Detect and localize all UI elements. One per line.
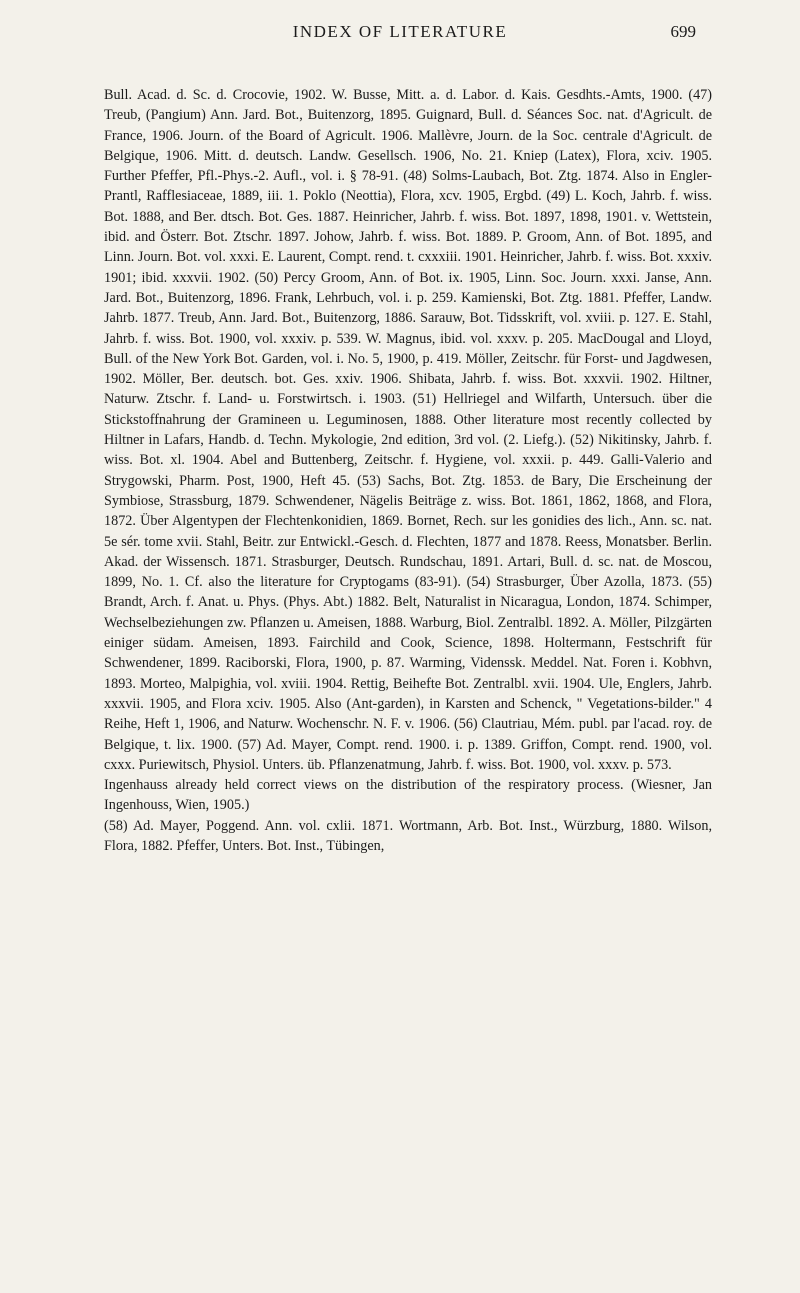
page-number: 699: [670, 22, 696, 41]
paragraph-ingenhauss-note: Ingenhauss already held correct views on the distribution of the respiratory process. (Wiesner, Jan Ingenhouss, Wien, 1905.): [104, 777, 712, 814]
paragraph-references-47-57: Bull. Acad. d. Sc. d. Crocovie, 1902. W. Busse, Mitt. a. d. Labor. d. Kais. Gesdhts.-Amts, 1900. (47) Treub, (Pangium) Ann. Jard. Bot., Buitenzorg, 1895. Guignard, Bull. d. Séances Soc. nat. d'Agricult. de France, 1906. Journ. of the Board of Agricult. 1906. Mallèvre, Journ. de la Soc. centrale d'Agricult. de Belgique, 1906. Mitt. d. deutsch. Landw. Gesellsch. 1906, No. 21. Kniep (Latex), Flora, xciv. 1905. Further Pfeffer, Pfl.-Phys.-2. Aufl., vol. i. § 78-91. (48) Solms-Laubach, Bot. Ztg. 1874. Also in Engler-Prantl, Rafflesiaceae, 1889, iii. 1. Poklo (Neottia), Flora, xcv. 1905, Ergbd. (49) L. Koch, Jahrb. f. wiss. Bot. 1888, and Ber. dtsch. Bot. Ges. 1887. Heinricher, Jahrb. f. wiss. Bot. 1897, 1898, 1901. v. Wettstein, ibid. and Österr. Bot. Ztschr. 1897. Johow, Jahrb. f. wiss. Bot. 1889. P. Groom, Ann. of Bot. 1895, and Linn. Journ. Bot. vol. xxxi. E. Laurent, Compt. rend. t. cxxxiii. 1901. Heinricher, Jahrb. f. wiss. Bot. xxxiv. 1901; ibid. xxxvii. 1902. (50) Percy Groom, Ann. of Bot. ix. 1905, Linn. Soc. Journ. xxxi. Janse, Ann. Jard. Bot., Buitenzorg, 1896. Frank, Lehrbuch, vol. i. p. 259. Kamienski, Bot. Ztg. 1881. Pfeffer, Landw. Jahrb. 1877. Treub, Ann. Jard. Bot., Buitenzorg, 1886. Sarauw, Bot. Tidsskrift, vol. xviii. p. 127. E. Stahl, Jahrb. f. wiss. Bot. 1900, vol. xxxiv. p. 539. W. Magnus, ibid. vol. xxxv. p. 205. MacDougal and Lloyd, Bull. of the New York Bot. Garden, vol. i. No. 5, 1900, p. 419. Möller, Zeitschr. für Forst- und Jagdwesen, 1902. Möller, Ber. deutsch. bot. Ges. xxiv. 1906. Shibata, Jahrb. f. wiss. Bot. xxxvii. 1902. Hiltner, Naturw. Ztschr. f. Land- u. Forstwirtsch. i. 1903. (51) Hellriegel and Wilfarth, Untersuch. über die Stickstoffnahrung der Gramineen u. Leguminosen, 1888. Other literature most recently collected by Hiltner in Lafars, Handb. d. Techn. Mykologie, 2nd edition, 3rd vol. (2. Liefg.). (52) Nikitinsky, Jahrb. f. wiss. Bot. xl. 1904. Abel and Buttenberg, Zeitschr. f. Hygiene, vol. xxxii. p. 449. Galli-Valerio and Strygowski, Pharm. Post, 1900, Heft 45. (53) Sachs, Bot. Ztg. 1853. de Bary, Die Erscheinung der Symbiose, Strassburg, 1879. Schwendener, Nägelis Beiträge z. wiss. Bot. 1861, 1862, 1868, and Flora, 1872. Über Algentypen der Flechtenkonidien, 1869. Bornet, Rech. sur les gonidies des lich., Ann. sc. nat. 5e sér. tome xvii. Stahl, Beitr. zur Entwickl.-Gesch. d. Flechten, 1877 and 1878. Reess, Monatsber. Berlin. Akad. der Wissensch. 1871. Strasburger, Deutsch. Rundschau, 1891. Artari, Bull. d. sc. nat. de Moscou, 1899, No. 1. Cf. also the literature for Cryptogams (83-91). (54) Strasburger, Über Azolla, 1873. (55) Brandt, Arch. f. Anat. u. Phys. (Phys. Abt.) 1882. Belt, Naturalist in Nicaragua, London, 1874. Schimper, Wechselbeziehungen zw. Pflanzen u. Ameisen, 1888. Warburg, Biol. Zentralbl. 1892. A. Möller, Pilzgärten einiger südam. Ameisen, 1893. Fairchild and Cook, Science, 1898. Holtermann, Festschrift für Schwendener, 1899. Raciborski, Flora, 1900, p. 87. Warming, Videnssk. Meddel. Nat. Foren i. Kobhvn, 1893. Morteo, Malpighia, vol. xviii. 1904. Rettig, Beihefte Bot. Zentralbl. xvii. 1904. Ule, Englers, Jahrb. xxxvii. 1905, and Flora xciv. 1905. Also (Ant-garden), in Karsten and Schenck, " Vegetations-bilder." 4 Reihe, Heft 1, 1906, and Naturw. Wochenschr. N. F. v. 1906. (56) Clautriau, Mém. publ. par l'acad. roy. de Belgique, t. lix. 1900. (57) Ad. Mayer, Compt. rend. 1900. i. p. 1389. Griffon, Compt. rend. 1900, vol. cxxx. Puriewitsch, Physiol. Unters. üb. Pflanzenatmung, Jahrb. f. wiss. Bot. 1900, vol. xxxv. p. 573.: [104, 87, 712, 773]
running-title: INDEX OF LITERATURE: [292, 22, 508, 41]
literature-index-text: [104, 85, 712, 856]
paragraph-references-58: (58) Ad. Mayer, Poggend. Ann. vol. cxlii. 1871. Wortmann, Arb. Bot. Inst., Würzburg, 1880. Wilson, Flora, 1882. Pfeffer, Unters. Bot. Inst., Tübingen,: [104, 817, 712, 854]
page-header: [0, 0, 800, 60]
